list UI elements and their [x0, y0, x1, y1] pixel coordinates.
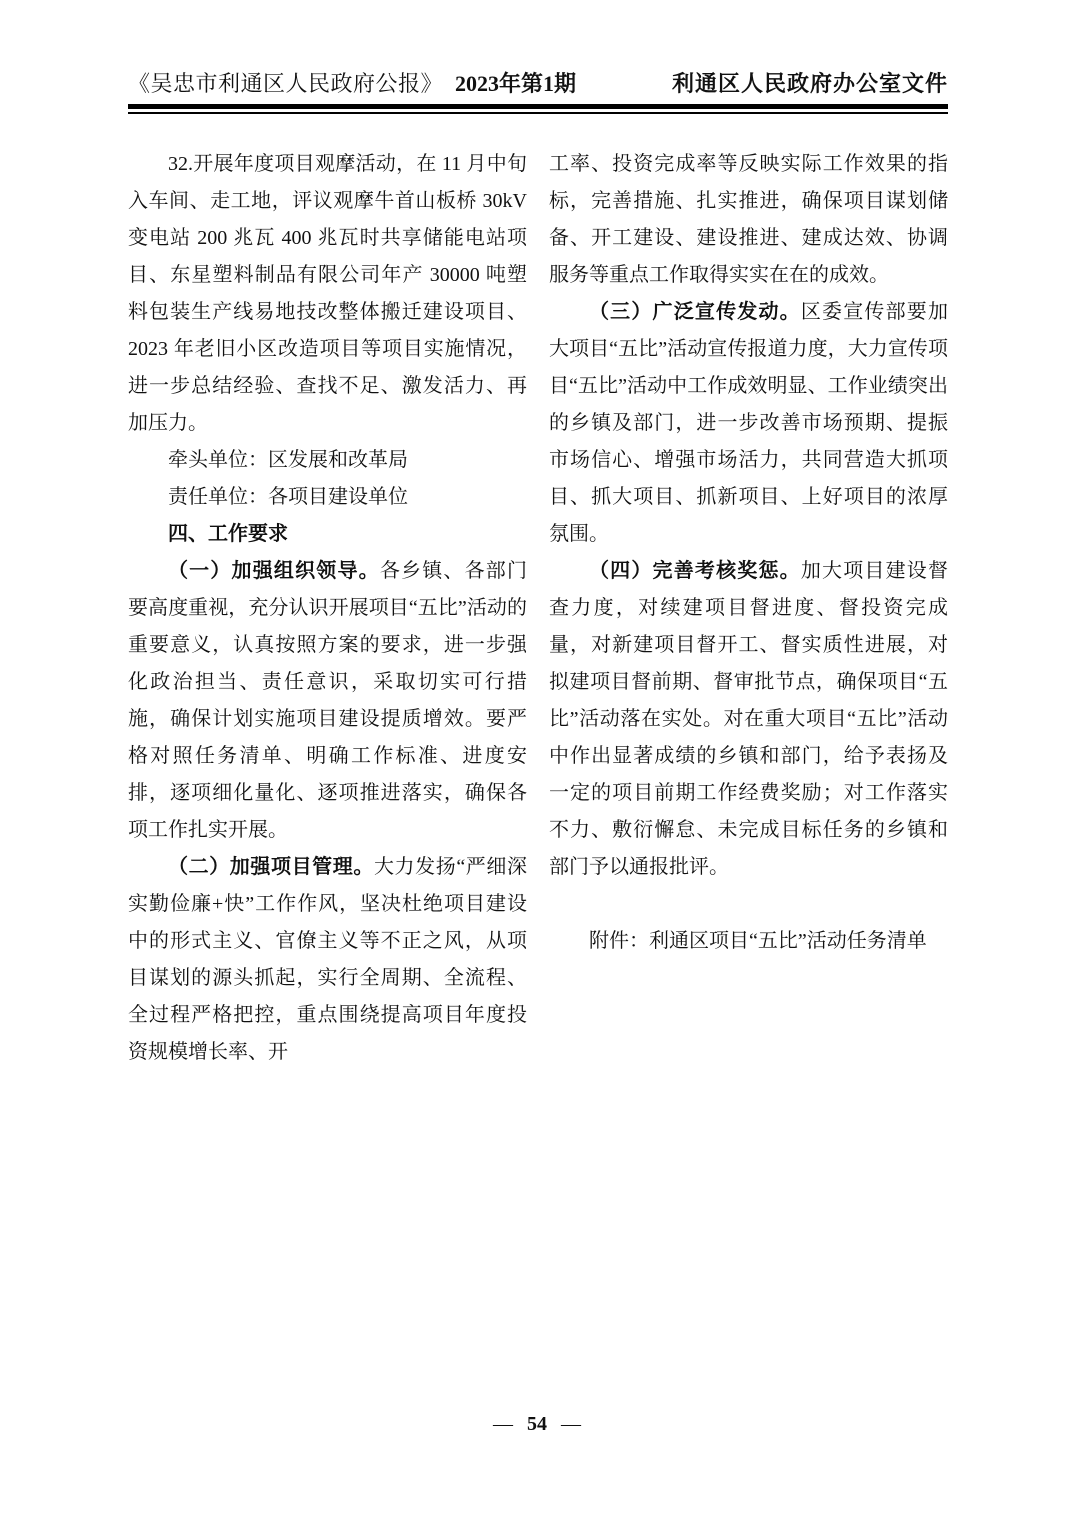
page-number: 54 — [527, 1413, 547, 1435]
page-footer — [0, 1406, 1074, 1443]
right-column — [549, 146, 948, 1071]
paragraph: 32.开展年度项目观摩活动，在 11 月中旬入车间、走工地，评议观摩牛首山板桥 30kV 变电站 200 兆瓦 400 兆瓦时共享储能电站项目、东星塑料制品有限公司年产 30000 吨塑料包装生产线易地技改整体搬迁建设项目、2023 年老旧小区改造项目等项目实施情况，进一步总结经验、查找不足、激发活力、再加压力。 — [128, 153, 527, 434]
paragraph: 责任单位：各项目建设单位 — [168, 486, 408, 508]
paragraph-lead: （四）完善考核奖惩。 — [589, 560, 801, 582]
paragraph-lead: （二）加强项目管理。 — [168, 856, 374, 878]
header-double-rule — [128, 104, 948, 114]
paragraph: 附件：利通区项目“五比”活动任务清单 — [589, 930, 927, 952]
paragraph-lead: （一）加强组织领导。 — [168, 560, 380, 582]
gazette-title: 《吴忠市利通区人民政府公报》 — [128, 71, 444, 96]
doc-office-label: 利通区人民政府办公室文件 — [671, 71, 948, 96]
footer-dash-left: — — [493, 1413, 513, 1435]
paragraph: 工率、投资完成率等反映实际工作效果的指标，完善措施、扎实推进，确保项目谋划储备、开工建设、建设推进、建成达效、协调服务等重点工作取得实实在在的成效。 — [549, 153, 948, 286]
issue-number: 2023年第1期 — [455, 71, 577, 96]
paragraph: （二）加强项目管理。大力发扬“严细深实勤俭廉+快”工作作风，坚决杜绝项目建设中的形式主义、官僚主义等不正之风，从项目谋划的源头抓起，实行全周期、全流程、全过程严格把控，重点围绕提高项目年度投资规模增长率、开 — [128, 856, 527, 1063]
footer-dash-right: — — [561, 1413, 581, 1435]
paragraph: 牵头单位：区发展和改革局 — [168, 449, 408, 471]
paragraph: （三）广泛宣传发动。区委宣传部要加大项目“五比”活动宣传报道力度，大力宣传项目“五比”活动中工作成效明显、工作业绩突出的乡镇及部门，进一步改善市场预期、提振市场信心、增强市场活力，共同营造大抓项目、抓大项目、抓新项目、上好项目的浓厚氛围。 — [549, 301, 948, 545]
page-header — [128, 70, 948, 98]
left-column — [128, 146, 527, 1071]
paragraph: （一）加强组织领导。各乡镇、各部门要高度重视，充分认识开展项目“五比”活动的重要意义，认真按照方案的要求，进一步强化政治担当、责任意识，采取切实可行措施，确保计划实施项目建设提质增效。要严格对照任务清单、明确工作标准、进度安排，逐项细化量化、逐项推进落实，确保各项工作扎实开展。 — [128, 560, 527, 841]
two-column-body — [128, 146, 948, 1071]
paragraph: （四）完善考核奖惩。加大项目建设督查力度，对续建项目督进度、督投资完成量，对新建项目督开工、督实质性进展，对拟建项目督前期、督审批节点，确保项目“五比”活动落在实处。对在重大项目“五比”活动中作出显著成绩的乡镇和部门，给予表扬及一定的项目前期工作经费奖励；对工作落实不力、敷衍懈怠、未完成目标任务的乡镇和部门予以通报批评。 — [549, 560, 948, 878]
header-left-group — [128, 70, 576, 98]
section-heading: 四、工作要求 — [168, 523, 288, 545]
paragraph-lead: （三）广泛宣传发动。 — [589, 301, 801, 323]
